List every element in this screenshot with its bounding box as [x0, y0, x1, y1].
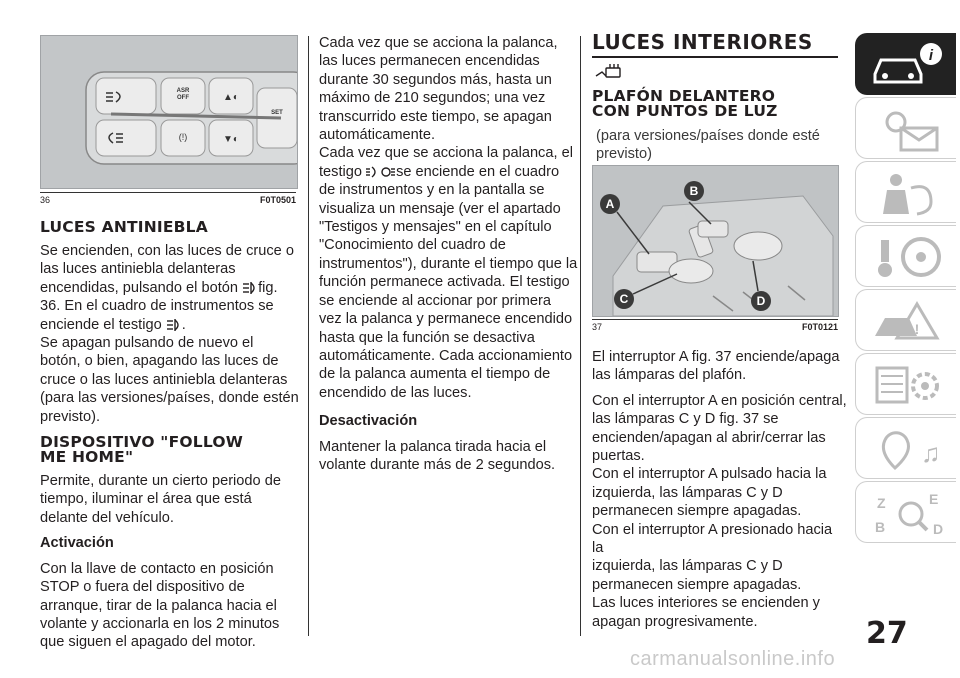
- front-fog-light-icon: [166, 318, 182, 332]
- text-line: izquierda, las lámparas C y D: [592, 484, 783, 501]
- marker-a: [600, 194, 649, 254]
- marker-a-label: A: [605, 197, 615, 211]
- text-span: se enciende en el cuadro: [396, 163, 560, 180]
- text-line: (para versiones/países donde esté: [596, 128, 820, 144]
- text-line: Se encienden, con las luces de cruce o: [40, 243, 294, 259]
- car-info-icon: [871, 40, 951, 90]
- marker-d-label: D: [756, 294, 766, 308]
- heading-plafon: [592, 89, 842, 119]
- text-line: botón, o bien, apagando las luces de: [40, 353, 279, 370]
- text-line: Con el interruptor A en posición central,: [592, 392, 847, 409]
- column-1: [40, 220, 302, 652]
- section-title-luces-interiores: [592, 30, 838, 58]
- text-line: encienden/apagan al abrir/cerrar las: [592, 429, 826, 446]
- marker-b-label: B: [689, 184, 699, 198]
- section-title-rule: [592, 56, 838, 58]
- tab-multimedia[interactable]: [855, 417, 956, 479]
- column-3: [592, 89, 842, 164]
- text-line: de la palanca aumenta el tiempo de: [319, 366, 551, 383]
- text-span: CON PUNTOS DE LUZ: [592, 102, 778, 120]
- watermark: carmanualsonline.info: [630, 648, 836, 670]
- text-line: se enciende al accionar por primera: [319, 292, 552, 309]
- text-line: previsto).: [40, 408, 101, 425]
- svg-text:B: B: [875, 519, 886, 535]
- tab-safety[interactable]: [855, 161, 956, 223]
- text-span: encendidas, pulsando el botón: [40, 279, 238, 296]
- text-line: volante durante más de 2 segundos.: [319, 456, 556, 473]
- maintenance-gear-icon: [871, 360, 951, 410]
- heading-follow-me-home: [40, 435, 302, 465]
- interior-light-icon: [594, 62, 634, 82]
- text-span: .: [181, 316, 186, 333]
- text-line: volante y accionarla en los 2 minutos: [40, 615, 280, 632]
- text-line: visualiza un mensaje (ver el apartado: [319, 200, 561, 217]
- follow-me-home-icon: [366, 165, 396, 179]
- text-line: las lámparas C y D fig. 37 se: [592, 411, 779, 428]
- tab-knowing-your-car[interactable]: [855, 33, 956, 95]
- subheading-desactivacion: Desactivación: [319, 413, 418, 430]
- dome-light-illustration: [593, 166, 838, 316]
- speed-up-icon: ▲◐: [223, 92, 239, 103]
- figure-37-code: F0T0121: [801, 322, 838, 332]
- text-line: izquierda, las lámparas C y D: [592, 558, 783, 575]
- figure-37-number: 37: [592, 322, 603, 332]
- switch-panel-illustration: [41, 36, 297, 188]
- text-line: "Testigos y mensajes" en el capítulo: [319, 219, 552, 236]
- figure-37-caption: [592, 322, 838, 332]
- figure-37-dome-light: [592, 165, 839, 317]
- svg-text:i: i: [928, 47, 934, 64]
- esc-icon: (!): [178, 132, 188, 142]
- text-line: instrumentos"), durante el tiempo que la: [319, 255, 578, 272]
- text-span: testigo: [319, 163, 362, 180]
- text-line: STOP o fuera del dispositivo de: [40, 579, 245, 596]
- speed-down-icon: ▼◐: [223, 134, 239, 145]
- tab-dashboard-warnings[interactable]: [855, 97, 956, 159]
- text-line: transcurrido este tiempo, se apagan: [319, 108, 552, 125]
- svg-text:E: E: [929, 491, 939, 507]
- text-line: las luces antiniebla delanteras: [40, 261, 236, 278]
- svg-text:Z: Z: [877, 495, 886, 511]
- text-line: que siguen el apagado del motor.: [40, 634, 256, 651]
- text-line: delante del vehículo.: [40, 509, 174, 526]
- text-line: [40, 279, 302, 297]
- figure-36-code: F0T0501: [259, 195, 296, 205]
- heading-luces-antiniebla: LUCES ANTINIEBLA: [40, 218, 208, 236]
- text-line: máximo de 210 segundos; una vez: [319, 90, 546, 107]
- svg-text:!: !: [914, 321, 920, 337]
- section-title-text: LUCES INTERIORES: [592, 30, 813, 54]
- text-line: hasta que la función se desactiva: [319, 329, 535, 346]
- subheading-activacion: Activación: [40, 535, 114, 552]
- text-line: Mantener la palanca tirada hacia el: [319, 438, 547, 455]
- text-line: arranque, tirar de la palanca hacia el: [40, 597, 277, 614]
- column-divider: [580, 36, 581, 636]
- text-span: enciende el testigo: [40, 316, 162, 333]
- text-line: Con el interruptor A presionado hacia la: [592, 521, 833, 557]
- text-line: las lámparas del plafón.: [592, 367, 747, 384]
- text-line: cruce o las luces antiniebla delanteras: [40, 371, 288, 388]
- text-span: PLAFÓN DELANTERO: [592, 87, 776, 105]
- availability-note: [592, 127, 842, 164]
- text-line: [319, 163, 581, 181]
- seatbelt-airbag-icon: [871, 168, 951, 218]
- text-line: automáticamente. Cada accionamiento: [319, 347, 573, 364]
- text-line: El interruptor A fig. 37 enciende/apaga: [592, 349, 840, 365]
- text-line: función permanece activada. El testigo: [319, 274, 570, 291]
- text-line: puertas.: [592, 448, 645, 465]
- key-steering-wheel-icon: [871, 232, 951, 282]
- svg-text:♫: ♫: [921, 438, 941, 468]
- text-line: Con el interruptor A pulsado hacia la: [592, 466, 827, 483]
- svg-text:D: D: [933, 521, 944, 537]
- text-line: 36. En el cuadro de instrumentos se: [40, 298, 274, 315]
- tab-emergency[interactable]: [855, 289, 956, 351]
- text-line: (para las versiones/países, donde estén: [40, 390, 299, 407]
- caption-rule: [592, 319, 838, 320]
- column-3-text: [592, 348, 847, 631]
- text-span: ME HOME": [40, 448, 134, 467]
- text-line: encendido de las luces.: [319, 384, 472, 401]
- text-span: fig.: [258, 279, 278, 296]
- text-line: previsto): [596, 146, 652, 163]
- figure-36-caption: [40, 195, 296, 205]
- front-fog-light-icon: [242, 281, 258, 295]
- tab-index[interactable]: [855, 481, 956, 543]
- off-label: OFF: [177, 95, 189, 101]
- text-span: DISPOSITIVO "FOLLOW: [40, 433, 244, 452]
- text-line: de instrumentos y en la pantalla se: [319, 182, 545, 199]
- text-line: Las luces interiores se encienden y: [592, 595, 820, 612]
- asr-label: ASR: [176, 88, 190, 94]
- text-line: permanecen siempre apagadas.: [592, 503, 802, 520]
- text-line: apagan progresivamente.: [592, 613, 758, 630]
- index-search-icon: [871, 488, 951, 538]
- figure-36-fog-light-switch-panel: [40, 35, 298, 189]
- text-line: Permite, durante un cierto periodo de: [40, 473, 281, 490]
- text-line: Cada vez que se acciona la palanca,: [319, 35, 558, 51]
- tab-maintenance[interactable]: [855, 353, 956, 415]
- light-envelope-icon: [871, 104, 951, 154]
- text-line: Con la llave de contacto en posición: [40, 560, 274, 577]
- set-label: SET: [271, 110, 283, 116]
- column-divider: [308, 36, 309, 636]
- text-line: Cada vez que se acciona la palanca, el: [319, 145, 573, 162]
- tab-starting-driving[interactable]: [855, 225, 956, 287]
- figure-36-number: 36: [40, 195, 51, 205]
- column-2: [319, 34, 581, 474]
- text-line: automáticamente.: [319, 127, 436, 144]
- text-line: "Conocimiento del cuadro de: [319, 237, 506, 254]
- text-line: durante 30 segundos más, hasta un: [319, 71, 552, 88]
- music-location-icon: [871, 424, 951, 474]
- text-line: permanecen siempre apagadas.: [592, 576, 802, 593]
- page-number: 27: [866, 616, 908, 651]
- text-line: Se apagan pulsando de nuevo el: [40, 335, 254, 352]
- text-line: las luces permanecen encendidas: [319, 53, 540, 70]
- text-line: vez la palanca y permanece encendido: [319, 311, 573, 328]
- marker-c-label: C: [619, 292, 629, 306]
- caption-rule: [40, 192, 296, 193]
- breakdown-triangle-icon: [871, 296, 951, 346]
- text-line: [40, 316, 302, 334]
- text-line: tiempo, iluminar el área que está: [40, 491, 252, 508]
